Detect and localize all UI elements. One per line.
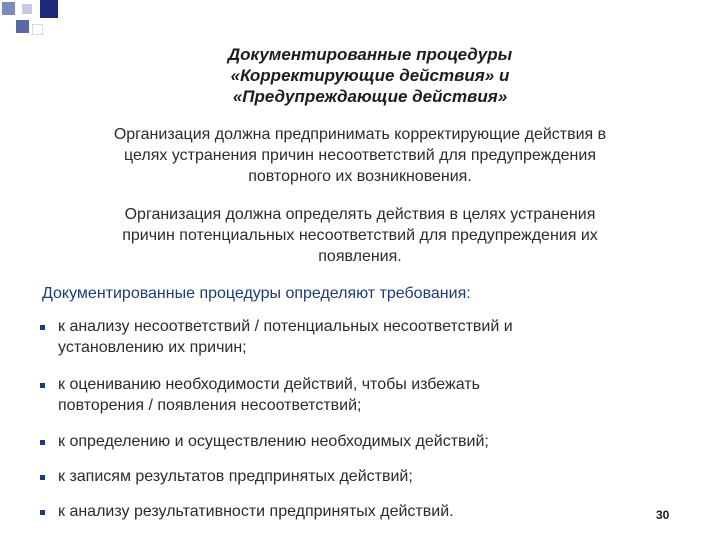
title-line: «Корректирующие действия» и (230, 66, 510, 85)
paragraph-line: причин потенциальных несоответствий для предупреждения их (122, 227, 598, 244)
paragraph-corrective (50, 124, 670, 187)
paragraph-line: Организация должна предпринимать корректирующие действия в (113, 126, 607, 143)
paragraph-line: целях устранения причин несоответствий для предупреждения (124, 147, 596, 164)
bullet-square-icon (40, 383, 45, 388)
page-number: 30 (656, 508, 670, 522)
bullet-square-icon (40, 510, 45, 515)
list-item (40, 316, 680, 358)
bullet-square-icon (40, 325, 45, 330)
list-item (40, 501, 680, 522)
requirements-intro: Документированные процедуры определяют требования: (42, 285, 471, 302)
list-item-text: к анализу результативности предпринятых действий. (58, 503, 454, 520)
list-item-text: установлению их причин; (58, 339, 247, 356)
list-item-text: к анализу несоответствий / потенциальных несоответствий и (58, 318, 513, 335)
list-item (40, 374, 680, 416)
list-item-text: к оцениванию необходимости действий, чтобы избежать (58, 376, 480, 393)
decor-square (2, 2, 15, 15)
decor-square (16, 20, 29, 33)
paragraph-preventive (50, 204, 670, 267)
list-item-text: к записям результатов предпринятых действий; (58, 468, 413, 485)
list-item-text: повторения / появления несоответствий; (58, 397, 362, 414)
bullet-square-icon (40, 440, 45, 445)
decor-square (22, 4, 32, 14)
slide-title (120, 44, 620, 107)
title-line: Документированные процедуры (227, 45, 513, 64)
list-item-text: к определению и осуществлению необходимых действий; (58, 433, 489, 450)
decor-square (32, 24, 43, 35)
bullet-square-icon (40, 475, 45, 480)
title-line: «Предупреждающие действия» (232, 87, 508, 106)
list-item (40, 431, 680, 452)
corner-decoration (0, 0, 60, 45)
list-item (40, 466, 680, 487)
decor-square (40, 0, 58, 18)
paragraph-line: появления. (318, 248, 402, 265)
paragraph-line: повторного их возникновения. (248, 168, 472, 185)
paragraph-line: Организация должна определять действия в целях устранения (124, 206, 596, 223)
requirements-list (40, 316, 680, 522)
